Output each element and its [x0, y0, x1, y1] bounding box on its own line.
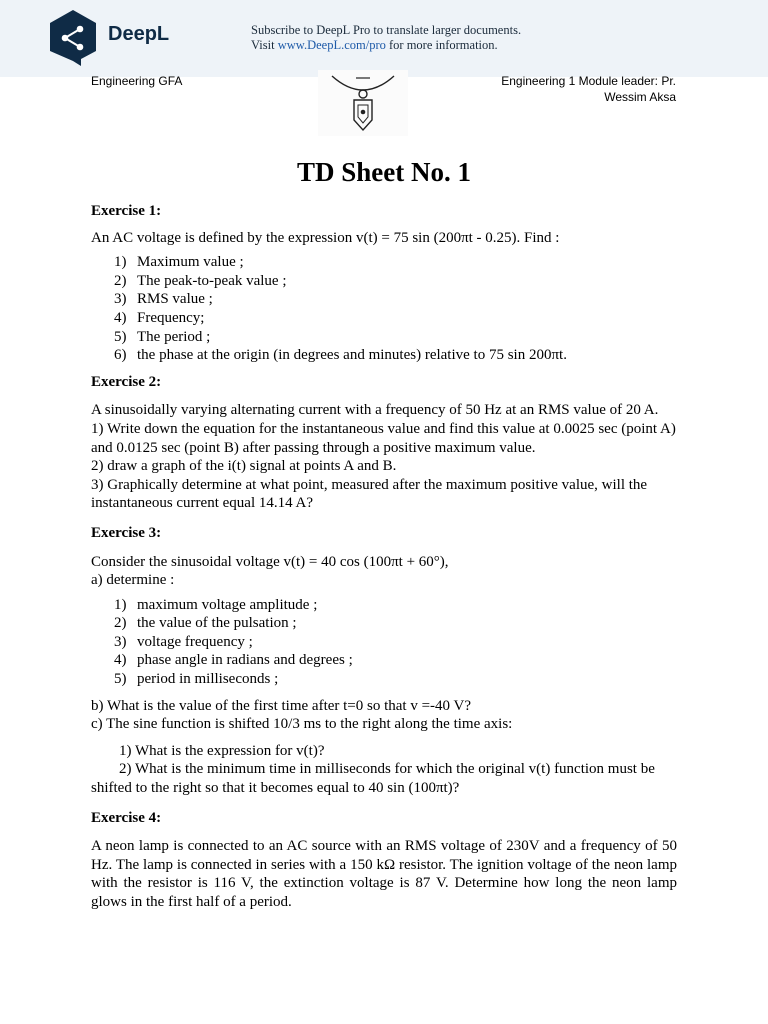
deepl-logo-icon[interactable] — [48, 9, 98, 67]
item-number: 5) — [114, 328, 127, 345]
exercise-3-part-c2: 2) What is the minimum time in milliseconds for which the original v(t) function must be shifted to the right so that it becomes equal to 40 sin (100πt)? — [91, 761, 655, 797]
exercise-1-heading: Exercise 1: — [91, 203, 162, 219]
header-right-line-1: Engineering 1 Module leader: Pr. — [501, 74, 676, 88]
exercise-3 — [91, 524, 677, 798]
list-item — [114, 614, 677, 633]
item-text: maximum voltage amplitude ; — [137, 596, 318, 613]
item-text: the value of the pulsation ; — [137, 615, 297, 632]
spacer — [91, 513, 677, 524]
item-text: Maximum value ; — [137, 254, 244, 271]
item-number: 6) — [114, 347, 127, 364]
header-right-line-2: Wessim Aksa — [604, 90, 676, 104]
promo-line-2 — [251, 38, 521, 53]
item-text: Frequency; — [137, 309, 205, 326]
page-title: TD Sheet No. 1 — [297, 157, 471, 187]
exercise-3-part-b: b) What is the value of the first time after t=0 so that v =-40 V? — [91, 697, 472, 714]
item-number: 3) — [114, 291, 127, 308]
exercise-1-intro: An AC voltage is defined by the expression v(t) = 75 sin (200πt - 0.25). Find : — [91, 229, 560, 246]
exercise-2-paragraph: 2) draw a graph of the i(t) signal at points A and B. — [91, 458, 397, 475]
exercise-3-intro: Consider the sinusoidal voltage v(t) = 40 cos (100πt + 60°), — [91, 553, 449, 570]
list-item — [114, 309, 677, 328]
item-number: 4) — [114, 652, 127, 669]
exercise-3-part-a: a) determine : — [91, 572, 175, 589]
list-item — [114, 346, 677, 365]
list-item — [114, 272, 677, 291]
item-number: 4) — [114, 309, 127, 326]
spacer — [91, 734, 677, 742]
item-text: voltage frequency ; — [137, 633, 253, 650]
item-number: 1) — [114, 596, 127, 613]
item-text: RMS value ; — [137, 291, 213, 308]
exercise-2 — [91, 373, 677, 513]
item-number: 2) — [114, 615, 127, 632]
list-item — [114, 596, 677, 615]
deepl-banner — [0, 0, 768, 77]
deepl-brand: DeepL — [108, 23, 170, 45]
exercise-3-list — [91, 596, 677, 689]
list-item — [114, 633, 677, 652]
promo-link[interactable]: www.DeepL.com/pro — [277, 38, 386, 52]
exercise-2-paragraph: A sinusoidally varying alternating current with a frequency of 50 Hz at an RMS value of 20 A. — [91, 402, 659, 419]
promo-suffix: for more information. — [385, 38, 498, 52]
list-item — [114, 651, 677, 670]
document-body — [91, 202, 677, 912]
list-item — [114, 253, 677, 272]
exercise-3-part-c1: 1) What is the expression for v(t)? — [119, 742, 325, 759]
exercise-1 — [91, 202, 677, 365]
list-item — [114, 290, 677, 309]
header-right — [501, 73, 676, 105]
exercise-3-part-c: c) The sine function is shifted 10/3 ms to the right along the time axis: — [91, 716, 513, 733]
exercise-2-heading: Exercise 2: — [91, 373, 162, 390]
exercise-3-heading: Exercise 3: — [91, 524, 162, 541]
university-emblem-icon — [318, 70, 408, 136]
item-text: the phase at the origin (in degrees and minutes) relative to 75 sin 200πt. — [137, 347, 567, 364]
item-text: phase angle in radians and degrees ; — [137, 652, 353, 669]
item-text: The peak-to-peak value ; — [137, 272, 287, 289]
list-item — [114, 328, 677, 347]
header-left: Engineering GFA — [91, 74, 183, 88]
item-number: 5) — [114, 671, 127, 688]
item-text: period in milliseconds ; — [137, 671, 279, 688]
item-text: The period ; — [137, 328, 211, 345]
exercise-2-paragraph: 1) Write down the equation for the instantaneous value and find this value at 0.0025 sec (point A) and 0.0125 sec (point B) after passing through a positive maximum value. — [91, 420, 676, 456]
promo-line-1: Subscribe to DeepL Pro to translate larger documents. — [251, 23, 522, 37]
item-number: 2) — [114, 272, 127, 289]
exercise-4 — [91, 809, 677, 912]
exercise-1-list — [91, 253, 677, 365]
item-number: 3) — [114, 633, 127, 650]
promo-text — [251, 23, 521, 53]
exercise-4-text: A neon lamp is connected to an AC source with an RMS voltage of 230V and a frequency of 50 Hz. The lamp is connected in series with a 150 kΩ resistor. The ignition voltage of the neon lamp with the resistor is 116 V, the extinction voltage is 87 V. Determine how long the neon lamp glows in the first half of a period. — [91, 838, 677, 910]
promo-prefix: Visit — [251, 38, 278, 52]
item-number: 1) — [114, 254, 127, 271]
spacer — [91, 798, 677, 809]
exercise-4-heading: Exercise 4: — [91, 809, 162, 826]
exercise-2-paragraph: 3) Graphically determine at what point, measured after the maximum positive value, will the instantaneous current equal 14.14 A? — [91, 476, 648, 512]
list-item — [114, 670, 677, 689]
